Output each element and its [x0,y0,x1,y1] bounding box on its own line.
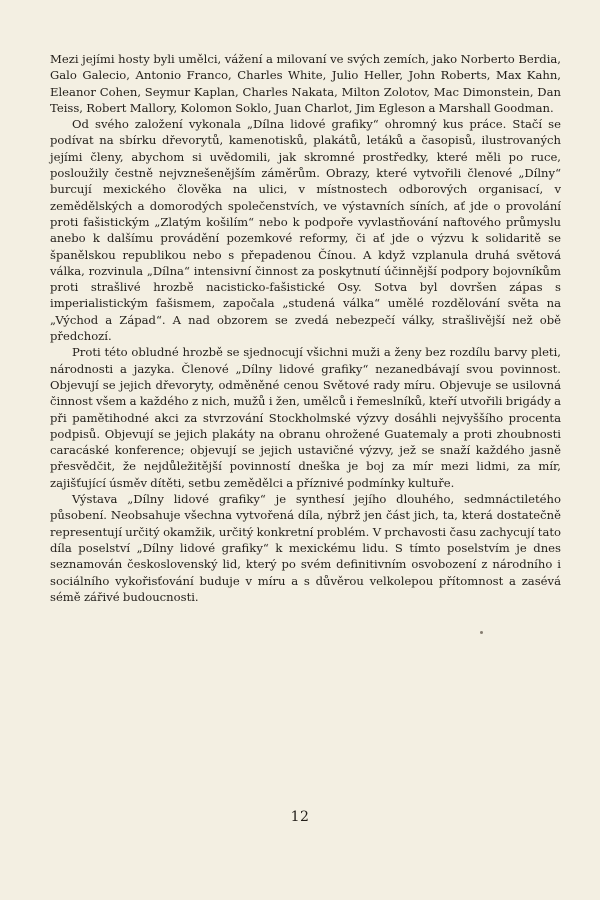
print-speck [480,631,483,634]
paragraph-workshop-achievements: Od svého založení vykonala „Dílna lidové grafiky“ ohromný kus práce. Stačí se podívat na sbírku dřevorytů, kamenotisků, plakátů, letáků a časopisů, ilustrovaných jejími členy, abychom si uvědomili, jak skromné prostředky, které měli po ruce, posloužily čestně nejvznešenějším záměrům. Obrazy, které vytvořili členové „Dílny“ burcují mexického člověka na ulici, v místnostech odborových organisací, v zemědělských a domorodých společenstvích, ve výstavních síních, ať jde o provolání proti fašistickým „Zlatým košilím“ nebo k podpoře vyvlastňování naftového průmyslu anebo k dalšímu provádění pozemkové reformy, či ať jde o výzvu k solidaritě se španělskou republikou nebo s přepadenou Čínou. A když vzplanula druhá světová válka, rozvinula „Dílna“ intensivní činnost za poskytnutí účinnější podpory bojovníkům proti strašlivé hrozbě nacisticko-fašistické Osy. Sotva byl dovršen zápas s imperialistickým fašismem, započala „studená válka“ umělé rozdělování světa na „Východ a Západ“. A nad obzorem se zvedá nebezpečí války, strašlivější než obě předchozí. [50,117,561,344]
paragraph-peace-struggle: Proti této obludné hrozbě se sjednocují všichni muži a ženy bez rozdílu barvy pleti, národnosti a jazyka. Členové „Dílny lidové grafiky“ nezanedbávají svou povinnost. Objevují se jejich dřevoryty, odměněné cenou Světové rady míru. Objevuje se usilovná činnost všem a každého z nich, mužů i žen, umělců i řemeslníků, kteří utvořili brigády a při pamětihodné akci za stvrzování Stockholmské výzvy dosáhli nejvyššího procenta podpisů. Objevují se jejich plakáty na obranu ohrožené Guatemaly a proti zhoubnosti caracáské konference; objevují se jejich ustavičné výzvy, jež se snaží každého jasně přesvědčit, že nejdůležitější povinností dneška je boj za mír mezi lidmi, za mír, zajišťující úsměv dítěti, setbu zemědělci a příznivé podmínky kultuře. [50,345,561,490]
body-text [50,51,561,605]
page-number: 12 [290,809,310,825]
paragraph-hosts: Mezi jejími hosty byli umělci, vážení a milovaní ve svých zemích, jako Norberto Berdia, Galo Galecio, Antonio Franco, Charles White, Julio Heller, John Roberts, Max Kahn, Eleanor Cohen, Seymur Kaplan, Charles Nakata, Milton Zolotov, Mac Dimonstein, Dan Teiss, Robert Mallory, Kolomon Soklo, Juan Charlot, Jim Egleson a Marshall Goodman. [50,52,561,115]
paragraph-exhibition: Výstava „Dílny lidové grafiky“ je synthesí jejího dlouhého, sedmnáctiletého působení. Neobsahuje všechna vytvořená díla, nýbrž jen část jich, ta, která dostatečně representují určitý okamžik, určitý konkretní problém. V prchavosti času zachycují tato díla poselství „Dílny lidové grafiky“ k mexickému lidu. S tímto poselstvím je dnes seznamován československý lid, který po svém definitivním osvobození z národního i sociálního vykořisťování buduje v míru a s důvěrou velkolepou přítomnost a zasévá sémě zářivé budoucnosti. [50,492,561,604]
